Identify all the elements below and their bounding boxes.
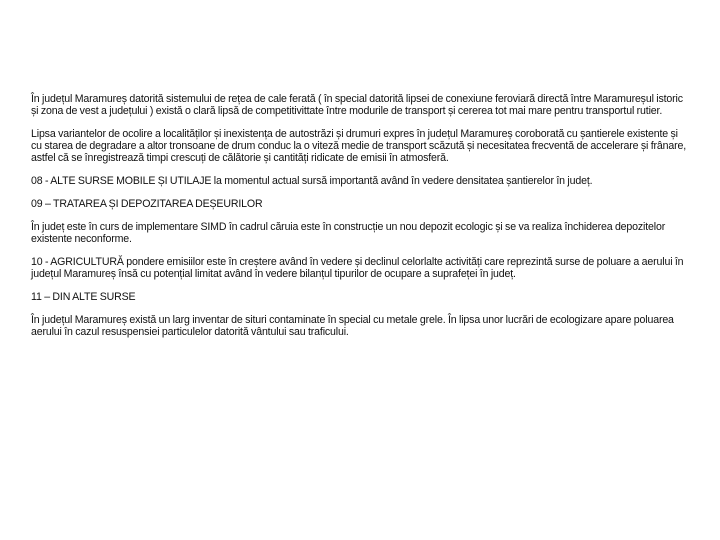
paragraph-agriculture: 10 - AGRICULTURĂ pondere emisiilor este în creștere având în vedere și declinul celorlalte activități care reprezintă surse de poluare a aerului în județul Maramureș însă cu potențial limitat având în vedere bilanțul tipurilor de ocupare a suprafeței în județ.: [31, 256, 684, 280]
heading-waste-treatment: 09 – TRATAREA ȘI DEPOZITAREA DEȘEURILOR: [31, 198, 263, 210]
heading-other-sources: 11 – DIN ALTE SURSE: [31, 291, 136, 303]
paragraph-road-infrastructure: Lipsa variantelor de ocolire a localităților și inexistența de autostrăzi și drumuri expres în județul Maramureș coroborată cu șantierele existente și cu starea de degradare a altor tronsoane de drum conduc la o viteză medie de transport scăzută și necesitatea frecventă de accelerare și frânare, astfel că se înregistrează timpi crescuți de călătorie și cantități ridicate de emisii în atmosferă.: [31, 128, 687, 164]
paragraph-waste-management: În județ este în curs de implementare SIMD în cadrul căruia este în construcție un nou depozit ecologic și se va realiza închiderea depozitelor existente neconforme.: [31, 221, 666, 245]
paragraph-rail-transport: În județul Maramureș datorită sistemului de rețea de cale ferată ( în special datorită lipsei de conexiune feroviară directă între Maramureșul istoric și zona de vest a județului ) există o clară lipsă de competitivittate între modurile de transport și cererea tot mai mare pentru transportul rutier.: [31, 93, 683, 117]
paragraph-contaminated-sites: În județul Maramureș există un larg inventar de situri contaminate în special cu metale grele. În lipsa unor lucrări de ecologizare apare poluarea aerului în cazul resuspensiei particulelor datorită vântului sau traficului.: [31, 314, 674, 338]
paragraph-mobile-sources: 08 - ALTE SURSE MOBILE ȘI UTILAJE la momentul actual sursă importantă având în vedere densitatea șantierelor în județ.: [31, 175, 593, 187]
document-body: [31, 93, 691, 349]
